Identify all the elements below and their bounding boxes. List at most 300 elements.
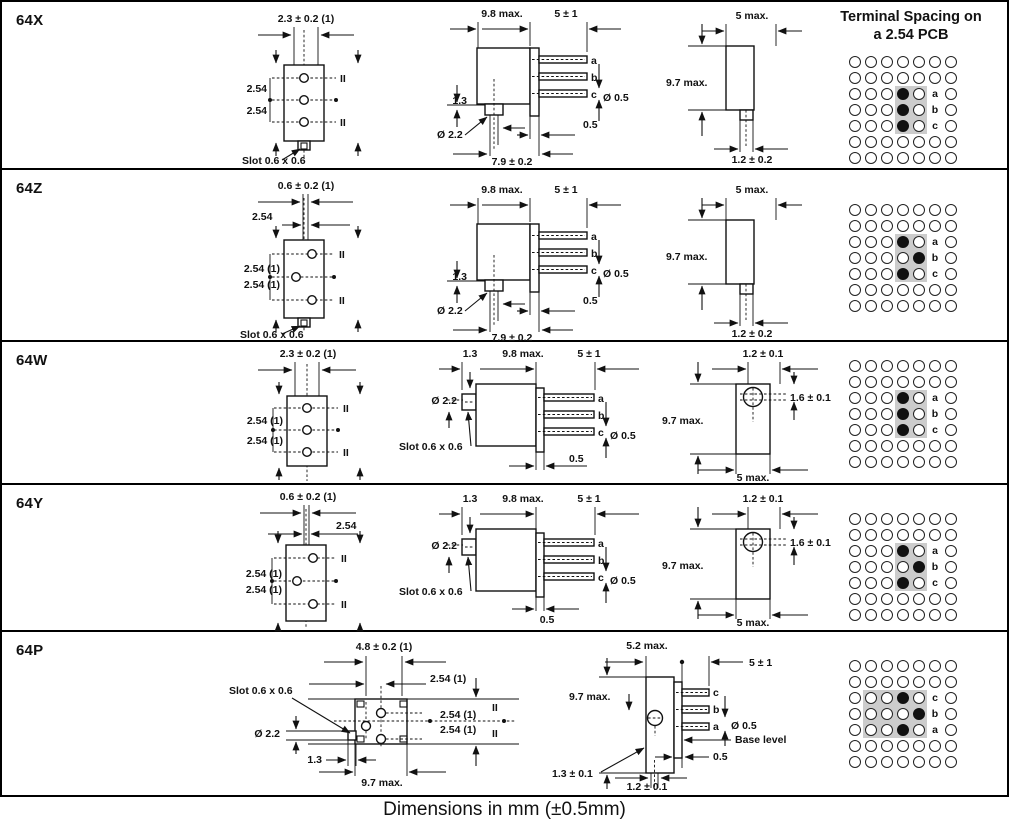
- component-body: [477, 48, 530, 104]
- pcb-hole: [865, 152, 877, 164]
- component-body: [476, 529, 536, 591]
- pcb-hole: [945, 424, 957, 436]
- pcb-hole: [913, 676, 925, 688]
- pcb-hole: [929, 660, 941, 672]
- pcb-hole: [849, 204, 861, 216]
- pcb-hole-cell: [911, 559, 927, 575]
- pcb-hole-cell: [927, 738, 943, 754]
- pcb-hole-cell: [911, 390, 927, 406]
- pcb-hole-cell: [927, 454, 943, 470]
- pcb-hole-cell: [863, 575, 879, 591]
- pcb-hole-cell: [879, 543, 895, 559]
- pcb-hole-cell: [895, 690, 911, 706]
- pcb-grid-64w: [847, 358, 959, 470]
- terminal-label-b: b: [713, 704, 720, 716]
- pcb-hole-cell: [847, 134, 863, 150]
- pcb-hole: [945, 609, 957, 621]
- pcb-hole: [897, 740, 909, 752]
- terminal-hole: [377, 735, 386, 744]
- pcb-hole: [897, 513, 909, 525]
- pcb-hole-cell: [943, 422, 959, 438]
- pcb-terminal-label: c: [932, 424, 938, 436]
- pcb-hole-cell: [927, 282, 943, 298]
- pcb-title-line2: a 2.54 PCB: [873, 27, 949, 43]
- pcb-hole: [849, 284, 861, 296]
- pcb-hole: [881, 708, 893, 720]
- terminal-plate: [530, 224, 539, 292]
- pcb-hole: [913, 268, 925, 280]
- pcb-hole-cell: [943, 543, 959, 559]
- pcb-hole: [865, 56, 877, 68]
- terminal-label-b: b: [591, 248, 598, 260]
- pcb-hole-cell: [847, 118, 863, 134]
- dim-label: 2.54 (1): [243, 279, 280, 291]
- pcb-hole: [897, 152, 909, 164]
- pcb-hole: [929, 440, 941, 452]
- pcb-hole: [881, 456, 893, 468]
- pcb-hole: [945, 104, 957, 116]
- pcb-hole-cell: [895, 118, 911, 134]
- pcb-hole-cell: [895, 422, 911, 438]
- 64z-end-view: [664, 180, 814, 340]
- pcb-hole-cell: [927, 374, 943, 390]
- pcb-hole-cell: [847, 250, 863, 266]
- pcb-hole: [881, 440, 893, 452]
- component-body: [726, 220, 754, 284]
- series-label-64x: 64X: [16, 12, 44, 29]
- pcb-hole: [849, 252, 861, 264]
- pcb-terminal-label: a: [932, 724, 938, 736]
- pcb-hole: [897, 220, 909, 232]
- pcb-hole-cell: [943, 406, 959, 422]
- pcb-hole: [913, 252, 925, 264]
- parallel-mark: II: [340, 73, 346, 85]
- pcb-hole-cell: [911, 722, 927, 738]
- pcb-hole: [881, 660, 893, 672]
- pcb-hole-cell: [895, 266, 911, 282]
- pcb-hole: [849, 692, 861, 704]
- pcb-hole: [865, 440, 877, 452]
- pcb-hole-cell: [879, 738, 895, 754]
- pcb-hole-cell: [911, 358, 927, 374]
- pcb-hole-cell: [895, 86, 911, 102]
- pcb-hole-cell: [863, 266, 879, 282]
- pcb-hole-cell: [943, 266, 959, 282]
- pcb-hole-cell: [895, 70, 911, 86]
- terminal-label-b: b: [591, 72, 598, 84]
- pcb-hole: [945, 72, 957, 84]
- dim-label: 2.54: [246, 105, 267, 117]
- dim-label: 2.54: [336, 520, 357, 532]
- pcb-terminal-label: c: [932, 120, 938, 132]
- pcb-hole-cell: [895, 738, 911, 754]
- pcb-hole-cell: [895, 102, 911, 118]
- terminal-hole: [309, 600, 318, 609]
- pcb-hole: [865, 72, 877, 84]
- dim-label: Ø 2.2: [254, 728, 280, 740]
- slot-label: Slot 0.6 x 0.6: [240, 329, 304, 341]
- pcb-hole: [881, 152, 893, 164]
- pcb-title: [812, 8, 1009, 44]
- pcb-hole: [865, 424, 877, 436]
- pcb-hole: [849, 545, 861, 557]
- pcb-hole-cell: [879, 406, 895, 422]
- pcb-hole: [849, 72, 861, 84]
- pcb-hole-cell: [895, 706, 911, 722]
- pcb-hole-cell: [879, 54, 895, 70]
- dim-label: 1.6 ± 0.1: [790, 537, 831, 549]
- pcb-hole-cell: [943, 559, 959, 575]
- dim-label: 2.54 (1): [440, 709, 477, 721]
- terminal-label-c: c: [713, 687, 719, 699]
- section-64z: [2, 170, 1007, 342]
- pcb-hole: [945, 120, 957, 132]
- component-body: [476, 384, 536, 446]
- 64x-end-view: [664, 6, 814, 166]
- pcb-hole: [929, 152, 941, 164]
- pcb-hole: [881, 120, 893, 132]
- pcb-hole-cell: [847, 374, 863, 390]
- pcb-hole-cell: [847, 559, 863, 575]
- pcb-hole-cell: [895, 543, 911, 559]
- pcb-hole: [913, 456, 925, 468]
- terminal-hole: [308, 250, 317, 259]
- pcb-hole: [945, 724, 957, 736]
- pcb-hole-cell: [863, 454, 879, 470]
- terminal-label-c: c: [591, 89, 597, 101]
- pcb-hole-cell: [943, 86, 959, 102]
- adjust-knob: [462, 394, 476, 410]
- dim-label: 9.7 max.: [361, 777, 403, 789]
- pcb-hole-cell: [847, 422, 863, 438]
- pcb-hole-cell: [911, 202, 927, 218]
- pcb-hole-cell: [927, 607, 943, 623]
- pcb-hole: [929, 284, 941, 296]
- pcb-hole: [881, 220, 893, 232]
- pcb-hole-cell: [863, 118, 879, 134]
- pcb-hole-cell: [847, 390, 863, 406]
- pcb-grid-64z: [847, 202, 959, 314]
- pcb-hole-cell: [927, 134, 943, 150]
- pcb-hole-cell: [863, 438, 879, 454]
- pcb-hole-cell: [879, 438, 895, 454]
- pcb-hole-cell: [911, 250, 927, 266]
- pcb-hole: [865, 561, 877, 573]
- pcb-hole: [865, 300, 877, 312]
- pcb-hole-cell: [863, 202, 879, 218]
- pcb-hole: [897, 392, 909, 404]
- pcb-hole-cell: [943, 607, 959, 623]
- pcb-hole-cell: [911, 690, 927, 706]
- pcb-hole: [945, 236, 957, 248]
- dim-label: 9.7 max.: [662, 560, 704, 572]
- pcb-hole: [897, 724, 909, 736]
- pcb-hole: [881, 88, 893, 100]
- pcb-hole: [865, 708, 877, 720]
- pcb-hole: [897, 529, 909, 541]
- 64y-end-view: [660, 489, 840, 629]
- terminal-hole: [309, 554, 318, 563]
- pcb-hole-cell: [895, 438, 911, 454]
- series-label-64y: 64Y: [16, 495, 44, 512]
- pcb-hole: [913, 593, 925, 605]
- pcb-hole-cell: [847, 543, 863, 559]
- dim-label: 9.8 max.: [502, 348, 544, 360]
- dim-label: 9.8 max.: [481, 8, 523, 20]
- dim-label: Ø 2.2: [431, 395, 457, 407]
- pcb-hole-cell: [895, 54, 911, 70]
- dim-label: 1.3: [462, 348, 478, 360]
- 64p-top-view: [224, 636, 534, 791]
- pcb-hole: [865, 220, 877, 232]
- pcb-hole-cell: [895, 658, 911, 674]
- parallel-mark: II: [339, 295, 345, 307]
- pcb-hole: [881, 284, 893, 296]
- component-body: [726, 46, 754, 110]
- pcb-hole: [849, 120, 861, 132]
- pcb-hole: [881, 392, 893, 404]
- pcb-hole: [849, 456, 861, 468]
- terminal-label-c: c: [598, 572, 604, 584]
- pcb-hole: [913, 756, 925, 768]
- pcb-hole-cell: [911, 298, 927, 314]
- terminal-hole: [300, 96, 309, 105]
- pcb-terminal-label: b: [931, 708, 939, 720]
- pcb-hole-cell: [863, 406, 879, 422]
- dim-label: 9.7 max.: [662, 415, 704, 427]
- pcb-hole-cell: [863, 150, 879, 166]
- pcb-hole: [881, 692, 893, 704]
- pcb-hole-cell: [863, 374, 879, 390]
- pcb-hole: [897, 360, 909, 372]
- pcb-hole-cell: [927, 658, 943, 674]
- pcb-terminal-label: a: [932, 545, 938, 557]
- terminal-hole: [362, 722, 371, 731]
- dim-label: 5 max.: [735, 10, 769, 22]
- dim-label: 0.6 ± 0.2 (1): [277, 180, 335, 192]
- pcb-hole: [913, 577, 925, 589]
- pcb-hole: [913, 440, 925, 452]
- pcb-hole: [945, 577, 957, 589]
- pcb-hole-cell: [927, 591, 943, 607]
- pcb-hole-cell: [863, 86, 879, 102]
- pcb-terminal-label: c: [932, 577, 938, 589]
- pcb-hole-cell: [847, 266, 863, 282]
- pcb-hole: [881, 577, 893, 589]
- pcb-hole: [849, 56, 861, 68]
- pcb-hole-cell: [863, 706, 879, 722]
- pcb-hole: [881, 545, 893, 557]
- pcb-hole: [913, 724, 925, 736]
- dim-label: 1.6 ± 0.1: [790, 392, 831, 404]
- pcb-hole-cell: [847, 102, 863, 118]
- pcb-hole-cell: [879, 282, 895, 298]
- dim-label: 1.3: [307, 754, 322, 766]
- pcb-grid-64p: [847, 658, 959, 770]
- pcb-hole: [929, 56, 941, 68]
- pcb-hole-cell: [927, 674, 943, 690]
- pcb-hole-cell: [895, 575, 911, 591]
- pcb-hole: [849, 392, 861, 404]
- pcb-hole: [945, 561, 957, 573]
- 64w-side-view: [397, 344, 647, 484]
- pcb-hole: [929, 360, 941, 372]
- pcb-hole: [913, 529, 925, 541]
- pcb-hole: [849, 724, 861, 736]
- pcb-hole: [897, 300, 909, 312]
- pcb-hole: [865, 676, 877, 688]
- dim-label: 2.3 ± 0.2 (1): [279, 348, 337, 360]
- dim-label: 7.9 ± 0.2: [491, 332, 533, 344]
- pcb-hole-cell: [847, 234, 863, 250]
- pcb-terminal-label: a: [932, 88, 938, 100]
- section-64y: [2, 485, 1007, 632]
- terminal-label-b: b: [598, 555, 605, 567]
- pcb-hole: [945, 408, 957, 420]
- dim-label: 9.7 max.: [569, 691, 611, 703]
- pcb-hole: [945, 136, 957, 148]
- pcb-hole-cell: [943, 454, 959, 470]
- pcb-hole: [881, 236, 893, 248]
- pcb-hole: [913, 136, 925, 148]
- pcb-hole-cell: [895, 527, 911, 543]
- terminal-hole: [293, 577, 302, 586]
- pcb-terminal-label: c: [932, 268, 938, 280]
- pcb-hole-cell: [895, 591, 911, 607]
- pcb-hole-cell: [943, 134, 959, 150]
- pcb-hole: [849, 593, 861, 605]
- pcb-hole: [913, 236, 925, 248]
- pcb-hole-cell: [879, 374, 895, 390]
- pcb-hole-cell: [895, 390, 911, 406]
- pcb-hole-cell: [911, 86, 927, 102]
- pcb-hole: [913, 692, 925, 704]
- pcb-hole-cell: [847, 406, 863, 422]
- pcb-hole-cell: [943, 358, 959, 374]
- pcb-hole-cell: [943, 150, 959, 166]
- pcb-hole-cell: [895, 607, 911, 623]
- pcb-hole-cell: [895, 559, 911, 575]
- pcb-hole: [865, 252, 877, 264]
- pcb-hole-cell: [943, 706, 959, 722]
- dim-label: 2.54 (1): [246, 415, 283, 427]
- pcb-hole-cell: [863, 70, 879, 86]
- pcb-hole-cell: [895, 218, 911, 234]
- pcb-hole-cell: [879, 706, 895, 722]
- section-64w: [2, 342, 1007, 485]
- dim-label: 4.8 ± 0.2 (1): [355, 641, 413, 653]
- pcb-hole: [865, 136, 877, 148]
- pcb-hole: [913, 104, 925, 116]
- pcb-hole-cell: [863, 134, 879, 150]
- terminal-plate: [674, 682, 682, 758]
- pcb-hole: [945, 593, 957, 605]
- pcb-hole: [849, 756, 861, 768]
- pcb-hole: [881, 56, 893, 68]
- pcb-hole: [881, 561, 893, 573]
- pcb-hole: [865, 376, 877, 388]
- dim-label: 2.54: [252, 211, 273, 223]
- pcb-hole: [881, 724, 893, 736]
- pcb-hole-cell: [847, 754, 863, 770]
- sheet-caption: Dimensions in mm (±0.5mm): [383, 799, 626, 820]
- pcb-hole: [897, 660, 909, 672]
- terminal-label-c: c: [598, 427, 604, 439]
- pcb-hole-cell: [895, 358, 911, 374]
- pcb-hole: [881, 72, 893, 84]
- pcb-hole: [913, 220, 925, 232]
- parallel-mark: II: [343, 403, 349, 415]
- pcb-hole-cell: [927, 298, 943, 314]
- dim-label: 2.54 (1): [246, 435, 283, 447]
- pcb-hole-cell: [943, 722, 959, 738]
- pcb-hole: [897, 376, 909, 388]
- pcb-hole: [897, 756, 909, 768]
- parallel-mark: II: [492, 728, 498, 740]
- pcb-hole: [945, 529, 957, 541]
- pcb-hole-cell: [911, 218, 927, 234]
- pcb-hole: [897, 408, 909, 420]
- pcb-hole: [913, 609, 925, 621]
- pcb-hole-cell: [879, 511, 895, 527]
- pcb-hole: [849, 360, 861, 372]
- dim-label: Ø 2.2: [437, 305, 463, 317]
- terminal-label-a: a: [591, 55, 597, 67]
- dim-label: 5.2 max.: [626, 640, 668, 652]
- terminal-hole: [303, 404, 312, 413]
- 64x-top-view: [240, 8, 370, 166]
- pcb-hole-cell: [895, 250, 911, 266]
- pcb-hole-cell: [863, 674, 879, 690]
- terminal-label-a: a: [591, 231, 597, 243]
- pcb-hole-cell: [895, 202, 911, 218]
- pcb-hole-cell: [911, 266, 927, 282]
- 64z-top-view: [238, 176, 373, 340]
- pcb-hole: [913, 708, 925, 720]
- terminal-label-b: b: [598, 410, 605, 422]
- pcb-hole-cell: [863, 690, 879, 706]
- pcb-hole: [945, 252, 957, 264]
- pcb-hole: [897, 268, 909, 280]
- pcb-hole-cell: [895, 374, 911, 390]
- pcb-hole: [881, 424, 893, 436]
- pcb-hole-cell: [847, 722, 863, 738]
- pcb-hole: [881, 136, 893, 148]
- pcb-hole: [849, 676, 861, 688]
- pcb-hole: [865, 756, 877, 768]
- pcb-hole-cell: [911, 374, 927, 390]
- pcb-hole: [945, 692, 957, 704]
- pcb-hole-cell: [879, 422, 895, 438]
- pcb-hole: [865, 660, 877, 672]
- pcb-hole-cell: [943, 674, 959, 690]
- pcb-hole-cell: [879, 218, 895, 234]
- pcb-hole-cell: [911, 527, 927, 543]
- pcb-hole: [913, 392, 925, 404]
- pcb-hole: [913, 88, 925, 100]
- pcb-hole-cell: [911, 591, 927, 607]
- pcb-hole: [865, 577, 877, 589]
- pcb-hole-cell: [943, 282, 959, 298]
- pcb-grid-64x: [847, 54, 959, 166]
- pcb-hole: [849, 236, 861, 248]
- pcb-hole-cell: [943, 527, 959, 543]
- pcb-hole-cell: [863, 511, 879, 527]
- pcb-hole-cell: [879, 454, 895, 470]
- pcb-hole: [849, 136, 861, 148]
- pcb-hole-cell: [847, 86, 863, 102]
- pcb-hole: [897, 561, 909, 573]
